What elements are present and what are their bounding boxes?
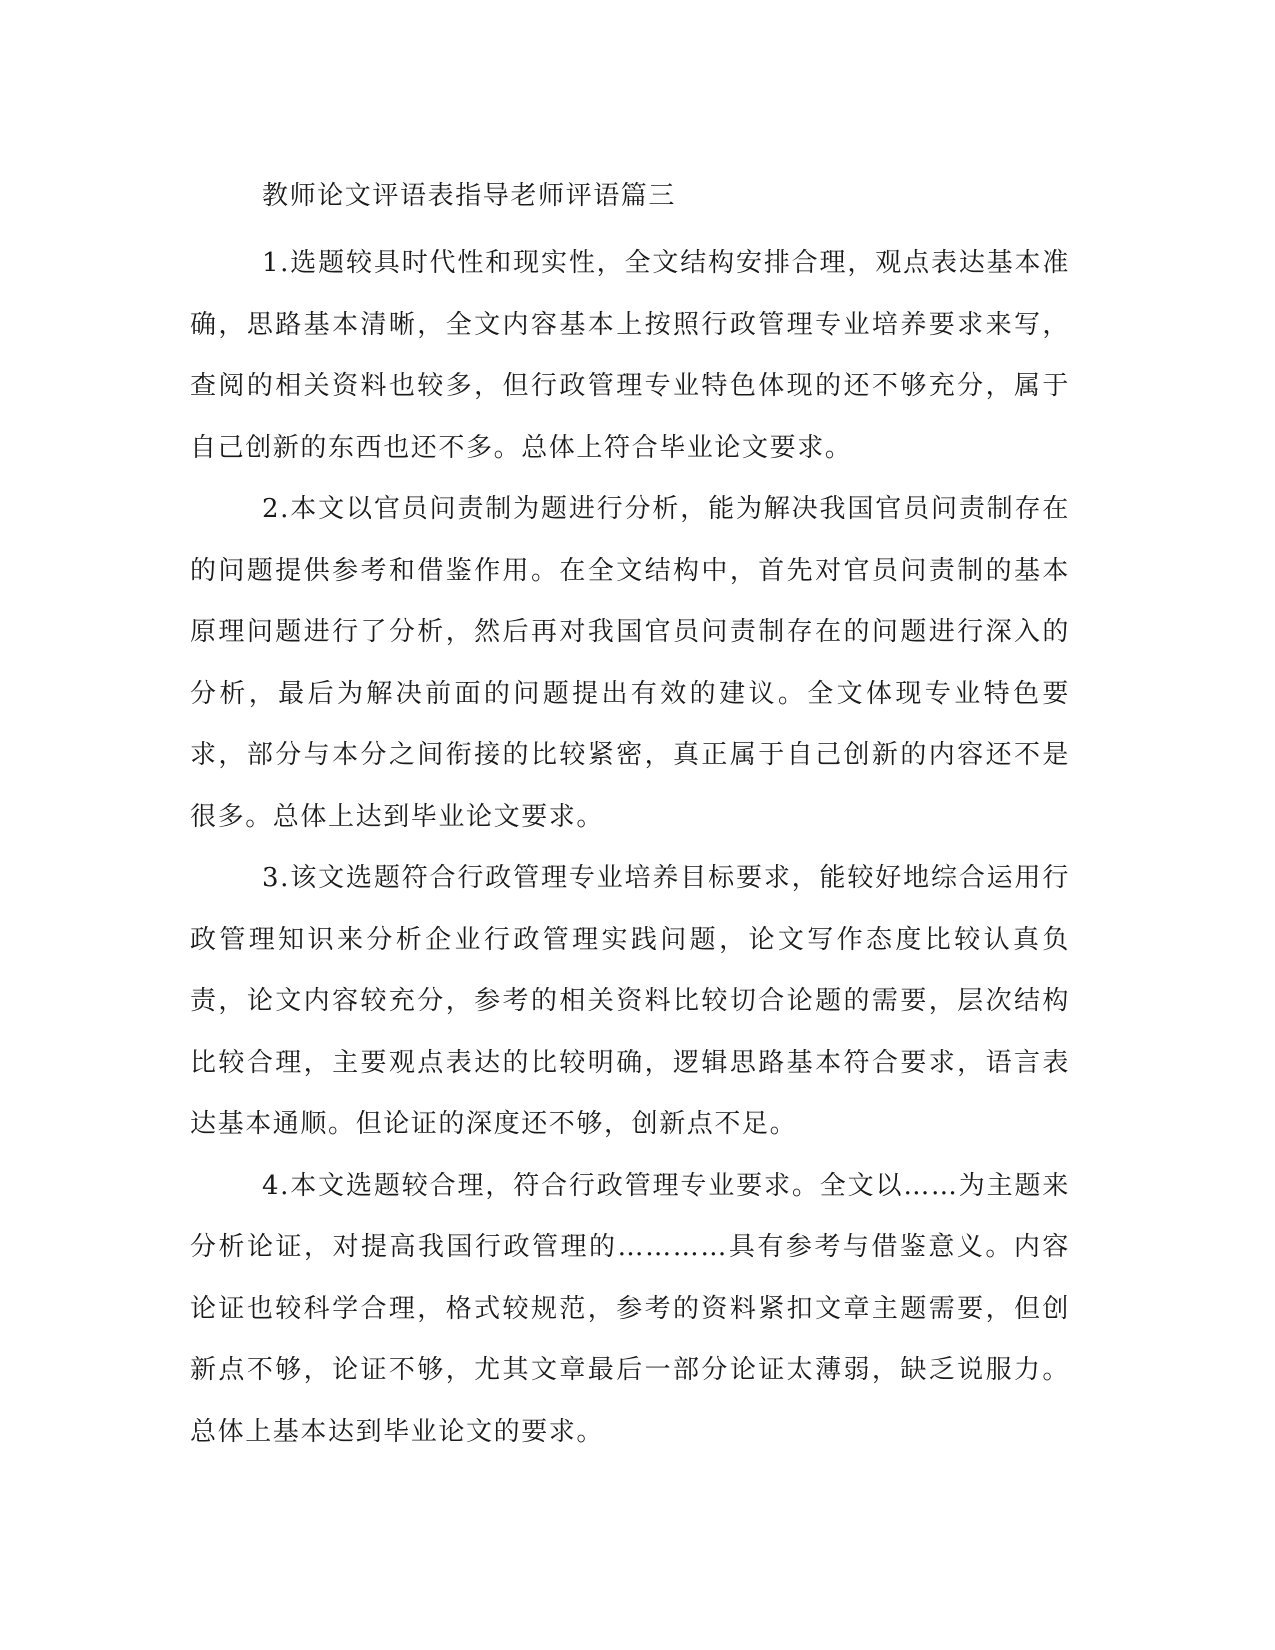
comment-paragraph-4: 4.本文选题较合理，符合行政管理专业要求。全文以……为主题来分析论证，对提高我国行政管理的…………具有参考与借鉴意义。内容论证也较科学合理，格式较规范，参考的资料紧扣文章主题需要，但创新点不够，论证不够，尤其文章最后一部分论证太薄弱，缺乏说服力。总体上基本达到毕业论文的要求。 (190, 1170, 1070, 1447)
document-title: 教师论文评语表指导老师评语篇三 (262, 181, 677, 211)
comment-paragraph-2: 2.本文以官员问责制为题进行分析，能为解决我国官员问责制存在的问题提供参考和借鉴作用。在全文结构中，首先对官员问责制的基本原理问题进行了分析，然后再对我国官员问责制存在的问题进行深入的分析，最后为解决前面的问题提出有效的建议。全文体现专业特色要求，部分与本分之间衔接的比较紧密，真正属于自己创新的内容还不是很多。总体上达到毕业论文要求。 (190, 494, 1070, 832)
comment-paragraph-3: 3.该文选题符合行政管理专业培养目标要求，能较好地综合运用行政管理知识来分析企业行政管理实践问题，论文写作态度比较认真负责，论文内容较充分，参考的相关资料比较切合论题的需要，层次结构比较合理，主要观点表达的比较明确，逻辑思路基本符合要求，语言表达基本通顺。但论证的深度还不够，创新点不足。 (190, 863, 1070, 1139)
document-body (190, 165, 1070, 1463)
comment-paragraph-1: 1.选题较具时代性和现实性，全文结构安排合理，观点表达基本准确，思路基本清晰，全文内容基本上按照行政管理专业培养要求来写，查阅的相关资料也较多，但行政管理专业特色体现的还不够充分，属于自己创新的东西也还不多。总体上符合毕业论文要求。 (190, 248, 1070, 463)
